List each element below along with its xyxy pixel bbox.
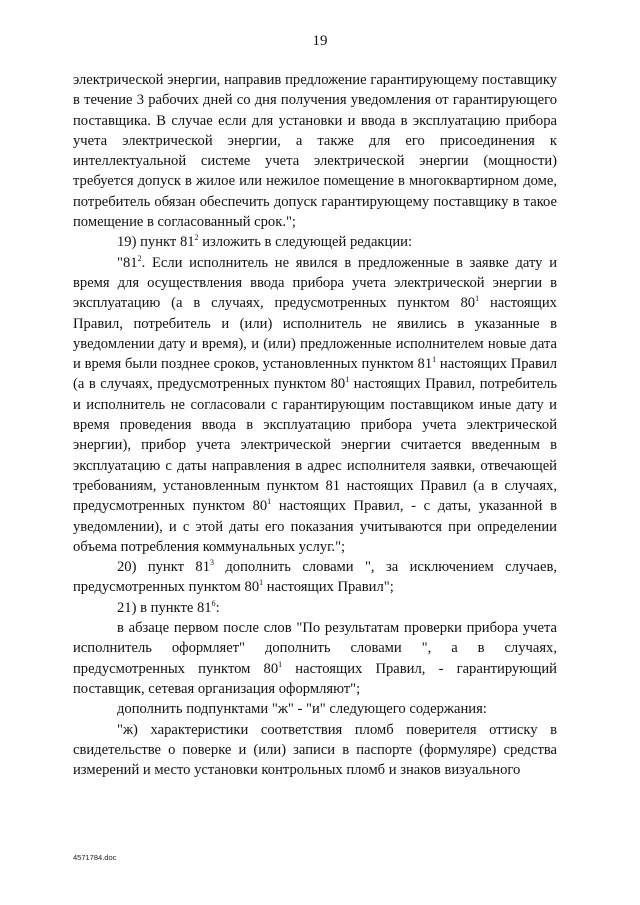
paragraph: [73, 699, 557, 719]
text-run: в абзаце первом после слов "По результатам проверки прибора учета исполнитель оформляет" дополнить словами ", а в случаях, предусмотренных пунктом 80: [73, 620, 557, 677]
superscript: 6: [211, 598, 216, 608]
text-run: электрической энергии, направив предложение гарантирующему поставщику в течение 3 рабочих дней со дня получения уведомления от гарантирующего поставщика. В случае если для установки и ввода в эксплуатацию прибора учета электрической энергии, а также для его присоединения к интеллектуальной системе учета электрической энергии (мощности) требуется допуск в жилое или нежилое помещение в многоквартирном доме, потребитель обязан обеспечить допуск гарантирующему поставщику в такое помещение в согласованный срок.";: [73, 72, 557, 231]
text-run: :: [215, 599, 220, 616]
superscript: 1: [345, 375, 350, 385]
text-run: "ж) характеристики соответствия пломб поверителя оттиску в свидетельстве о поверке и (или) записи в паспорте (формуляре) средства измерений и место установки контрольных пломб и знаков визуального: [73, 721, 557, 779]
superscript: 1: [432, 355, 437, 365]
text-run: настоящих Правил";: [263, 579, 394, 596]
superscript: 1: [267, 497, 272, 507]
document-body: [73, 70, 557, 780]
text-run: 19) пункт 81: [117, 234, 195, 251]
paragraph: [73, 253, 557, 557]
text-run: настоящих Правил, - с даты, указанной в уведомлении), и с этой даты его показания учитываются при определении объема потребления коммунальных услуг.";: [73, 498, 557, 555]
superscript: 3: [210, 558, 214, 568]
text-run: настоящих Правил, потребитель и исполнитель не согласовали с гарантирующим поставщиком иные дату и время проведения ввода в эксплуатацию прибора учета электрической энергии), прибор учета электрической энергии считается введенным в эксплуатацию с даты направления в адрес исполнителя заявки, отвечающей требованиям, установленным пунктом 81 настоящих Правил (а в случаях, предусмотренных пунктом 80: [73, 376, 557, 515]
text-run: . Если исполнитель не явился в предложенные в заявке дату и время для осуществления ввода прибора учета электрической энергии в эксплуатацию (а в случаях, предусмотренных пунктом 80: [73, 254, 557, 312]
paragraph: [73, 232, 557, 252]
page-number: 19: [312, 33, 328, 49]
paragraph: [73, 70, 557, 232]
superscript: 1: [259, 578, 264, 588]
superscript: 1: [278, 659, 283, 669]
text-run: 20) пункт 81: [117, 559, 210, 576]
text-run: дополнить подпунктами "ж" - "и" следующего содержания:: [117, 701, 487, 718]
file-code: 4571784.doc: [73, 853, 117, 862]
superscript: 2: [137, 253, 142, 263]
text-run: дополнить словами ", за исключением случаев, предусмотренных пунктом 80: [73, 559, 557, 596]
paragraph: [73, 618, 557, 699]
text-run: настоящих Правил (а в случаях, предусмотренных пунктом 80: [73, 356, 558, 393]
superscript: 1: [475, 294, 480, 304]
text-run: изложить в следующей редакции:: [198, 234, 413, 251]
paragraph: [73, 598, 557, 618]
superscript: 2: [194, 233, 199, 243]
text-run: 21) в пункте 81: [117, 599, 212, 616]
paragraph: [73, 720, 557, 781]
text-run: настоящих Правил, - гарантирующий поставщик, сетевая организация оформляют";: [73, 660, 557, 697]
text-run: настоящих Правил, потребитель и (или) исполнитель не явились в указанные в уведомлении дату и время), и (или) предложенные исполнителем новые дата и время были позднее сроков, установленных пунктом 81: [73, 295, 557, 373]
paragraph: [73, 557, 557, 598]
text-run: "81: [117, 254, 138, 271]
